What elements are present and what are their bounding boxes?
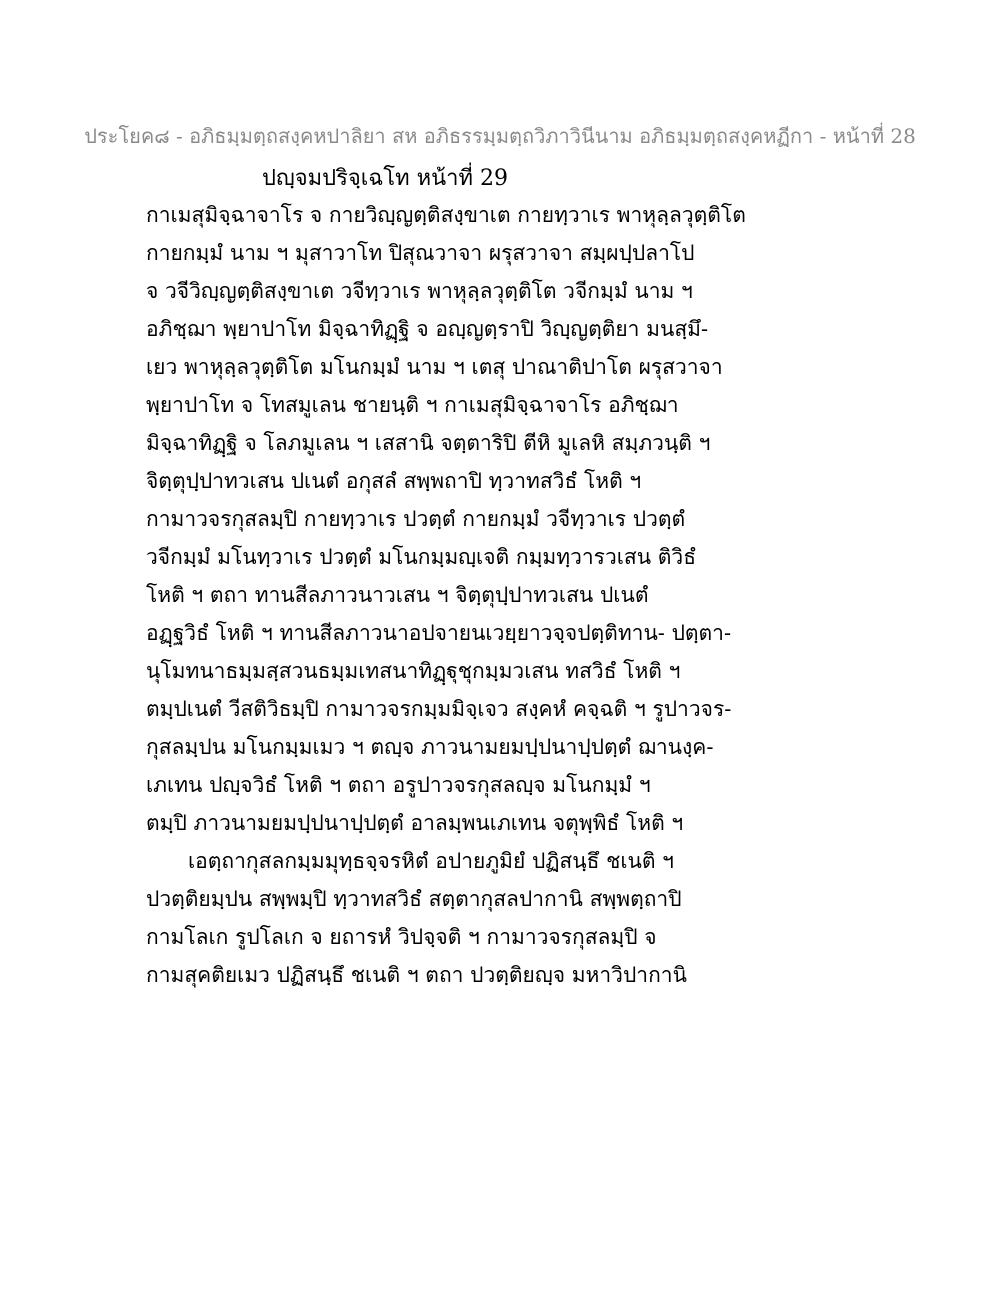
text-line: กายกมฺมํ นาม ฯ มุสาวาโท ปิสุณวาจา ผรุสวาจา สมฺผปฺปลาโป bbox=[146, 241, 695, 265]
text-line: อฏฺฐวิธํ โหติ ฯ ทานสีลภาวนาอปจายนเวยฺยาวจฺจปตฺติทาน- ปตฺตา- bbox=[146, 621, 732, 645]
text-line: เยว พาหุลฺลวุตฺติโต มโนกมฺมํ นาม ฯ เตสุ ปาณาติปาโต ผรุสวาจา bbox=[146, 355, 723, 379]
running-header: ประโยค๘ - อภิธมฺมตฺถสงฺคหปาลิยา สห อภิธรรมฺมตฺถวิภาวินีนาม อภิธมฺมตฺถสงฺคหฏีกา - หน้าที่ 28 bbox=[84, 124, 916, 148]
paragraph-start-line: เอตฺถากุสลกมฺมมุทฺธจฺจรหิตํ อปายภูมิยํ ปฏิสนฺธึ ชเนติ ฯ bbox=[188, 849, 674, 873]
text-line: ตมฺปิ ภาวนามยมปฺปนาปฺปตฺตํ อาลมฺพนเภเทน จตุพฺพิธํ โหติ ฯ bbox=[146, 811, 684, 835]
text-line: มิจฺฉาทิฏฺฐิ จ โลภมูเลน ฯ เสสานิ จตฺตาริปิ ตีหิ มูเลหิ สมฺภวนฺติ ฯ bbox=[146, 431, 711, 455]
text-line: จิตฺตุปฺปาทวเสน ปเนตํ อกุสลํ สพฺพถาปิ ทฺวาทสวิธํ โหติ ฯ bbox=[146, 469, 642, 493]
text-line: นุโมทนาธมฺมสฺสวนธมฺมเทสนาทิฏฺฐุชุกมฺมวเสน ทสวิธํ โหติ ฯ bbox=[146, 659, 681, 683]
text-line: วจีกมฺมํ มโนทฺวาเร ปวตฺตํ มโนกมฺมญฺเจติ กมฺมทฺวารวเสน ติวิธํ bbox=[146, 545, 697, 569]
chapter-page-heading: ปญฺจมปริจฺเฉโท หน้าที่ 29 bbox=[262, 166, 508, 191]
text-line: จ วจีวิญฺญตฺติสงฺขาเต วจีทฺวาเร พาหุลฺลวุตฺติโต วจีกมฺมํ นาม ฯ bbox=[146, 279, 693, 303]
text-line: ปวตฺติยมฺปน สพฺพมฺปิ ทฺวาทสวิธํ สตฺตากุสลปากานิ สพฺพตฺถาปิ bbox=[146, 887, 682, 911]
text-line: กามโลเก รูปโลเก จ ยถารหํ วิปจฺจติ ฯ กามาวจรกุสลมฺปิ จ bbox=[146, 925, 657, 949]
text-line: กุสลมฺปน มโนกมฺมเมว ฯ ตญฺจ ภาวนามยมปฺปนาปฺปตฺตํ ฌานงฺค- bbox=[146, 735, 714, 759]
text-line: อภิชฺฌา พฺยาปาโท มิจฺฉาทิฏฺฐิ จ อญฺญตฺราปิ วิญฺญตฺติยา มนสฺมึ- bbox=[146, 317, 709, 341]
text-line: เภเทน ปญฺจวิธํ โหติ ฯ ตถา อรูปาวจรกุสลญฺจ มโนกมฺมํ ฯ bbox=[146, 773, 651, 797]
text-line: กาเมสุมิจฺฉาจาโร จ กายวิญฺญตฺติสงฺขาเต กายทฺวาเร พาหุลฺลวุตฺติโต bbox=[146, 203, 746, 227]
text-line: พฺยาปาโท จ โทสมูเลน ชายนฺติ ฯ กาเมสุมิจฺฉาจาโร อภิชฺฌา bbox=[146, 393, 679, 417]
body-text bbox=[146, 196, 746, 994]
text-line: กามาวจรกุสลมฺปิ กายทฺวาเร ปวตฺตํ กายกมฺมํ วจีทฺวาเร ปวตฺตํ bbox=[146, 507, 686, 531]
text-line: กามสุคติยเมว ปฏิสนฺธึ ชเนติ ฯ ตถา ปวตฺติยญฺจ มหาวิปากานิ bbox=[146, 963, 687, 987]
text-line: ตมฺปเนตํ วีสติวิธมฺปิ กามาวจรกมฺมมิจฺเจว สงฺคหํ คจฺฉติ ฯ รูปาวจร- bbox=[146, 697, 732, 721]
text-line: โหติ ฯ ตถา ทานสีลภาวนาวเสน ฯ จิตฺตุปฺปาทวเสน ปเนตํ bbox=[146, 583, 649, 607]
